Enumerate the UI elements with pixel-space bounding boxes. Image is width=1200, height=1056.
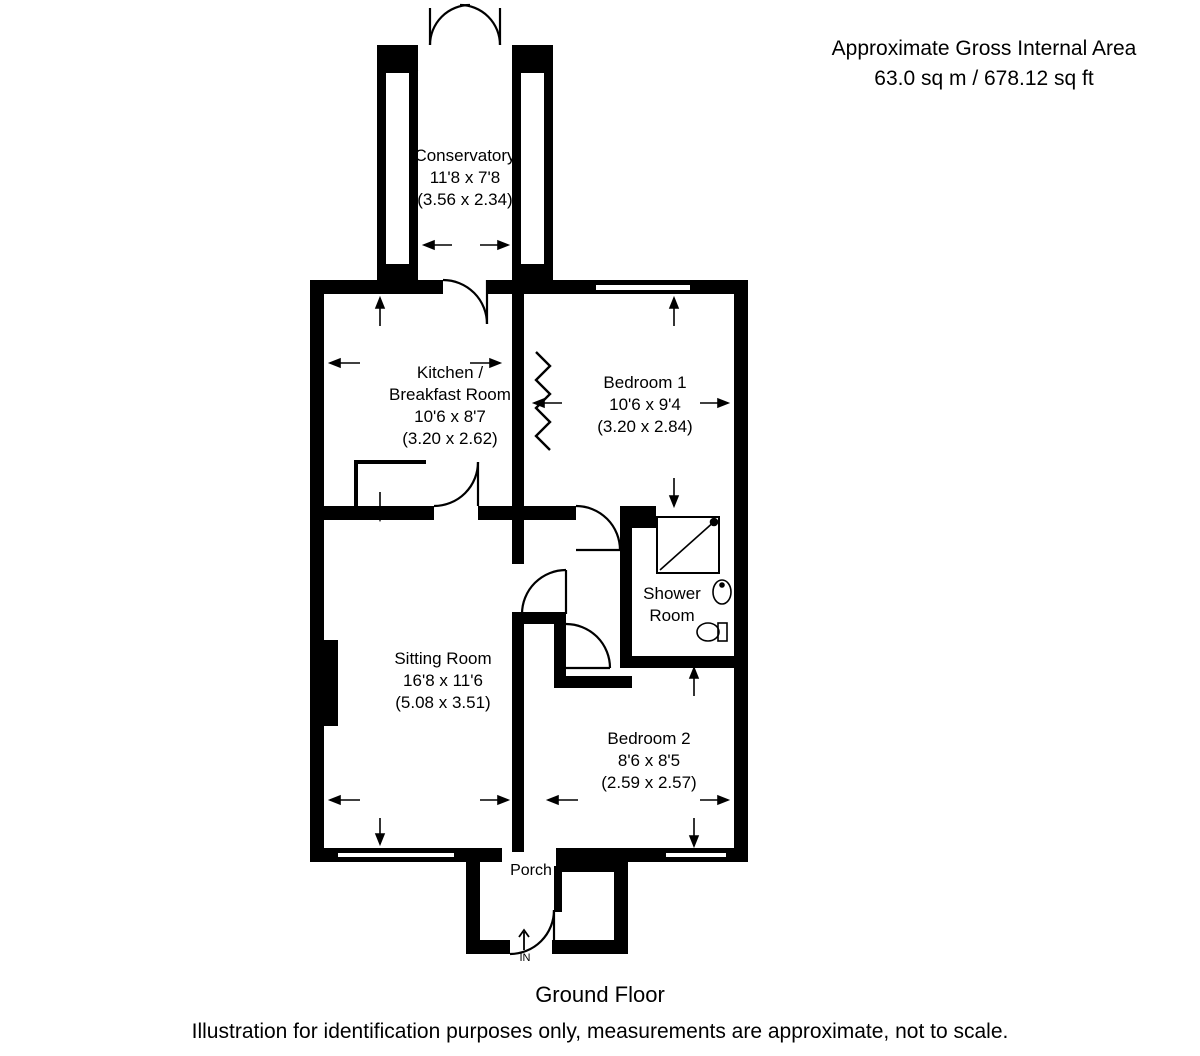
kitchen-stub-vertical — [354, 460, 358, 508]
shower-tray-diagonal — [660, 520, 716, 570]
area-title: Approximate Gross Internal Area — [831, 37, 1137, 60]
disclaimer-text: Illustration for identification purposes only, measurements are approximate, not to scale. — [191, 1020, 1009, 1043]
wall-bottom-window-bed2-sill — [663, 857, 735, 862]
wall-bottom-right-corner — [726, 848, 748, 862]
kitchen-name-line2: Breakfast Room — [389, 385, 511, 405]
bedroom-2-label — [554, 728, 744, 794]
shower-room-door-swing — [566, 624, 610, 668]
kitchen-name-line1: Kitchen / — [416, 363, 484, 382]
floor-title: Ground Floor — [535, 982, 665, 1007]
kitchen-imperial: 10'6 x 8'7 — [414, 407, 486, 427]
conservatory-corner-bottom-right — [512, 264, 553, 280]
shower-tray-outline-right — [718, 516, 720, 574]
conservatory-door-swing-right — [460, 5, 500, 45]
bedroom-2-name: Bedroom 2 — [607, 729, 691, 748]
shower-drain-icon — [711, 519, 718, 526]
conservatory-imperial: 11'8 x 7'8 — [429, 168, 501, 188]
area-value: 63.0 sq m / 678.12 sq ft — [874, 66, 1094, 90]
porch-wall-right — [614, 858, 628, 954]
sitting-room-metric: (5.08 x 3.51) — [395, 693, 491, 713]
wall-hall-bed2-bottom — [554, 676, 632, 688]
wall-left-exterior-upper — [310, 280, 324, 640]
wall-bed1-bottom — [524, 506, 576, 520]
wall-bottom-window-sitting-sill — [336, 857, 456, 862]
bedroom-2-metric: (2.59 x 2.57) — [601, 773, 697, 793]
shower-tray-outline-top — [656, 516, 720, 518]
porch-door-swing — [510, 910, 554, 954]
shower-room-label — [612, 583, 732, 627]
wall-bottom-window-sitting-frame — [336, 848, 456, 853]
bedroom-1-name: Bedroom 1 — [603, 373, 687, 392]
sitting-room-imperial: 16'8 x 11'6 — [403, 671, 483, 691]
kitchen-metric: (3.20 x 2.62) — [402, 429, 498, 449]
conservatory-metric: (3.56 x 2.34) — [417, 190, 513, 210]
kitchen-stub-horizontal — [354, 460, 426, 464]
conservatory-label — [370, 145, 560, 211]
wall-bottom-window-bed2-frame — [663, 848, 735, 853]
wall-left-exterior-lower — [310, 726, 324, 862]
kitchen-conservatory-door-swing — [443, 280, 487, 324]
entrance-arrow-head — [519, 930, 529, 937]
bedroom-1-label — [550, 372, 740, 438]
bedroom-1-door-swing — [576, 506, 620, 550]
bedroom-1-imperial: 10'6 x 9'4 — [609, 395, 681, 415]
conservatory-corner-bottom-left — [377, 264, 418, 280]
wall-top-left — [310, 280, 443, 294]
entrance-text: IN — [519, 952, 531, 964]
conservatory-corner-top-right — [512, 45, 553, 73]
porch-name: Porch — [510, 862, 552, 879]
shower-room-name-line2: Room — [649, 606, 695, 626]
wall-left-chimney — [310, 640, 338, 726]
conservatory-name: Conservatory — [414, 146, 516, 165]
wall-bottom-left-corner — [310, 848, 338, 862]
sitting-room-label — [348, 648, 538, 714]
entrance-label — [498, 952, 552, 964]
wall-top-window-sill — [589, 290, 697, 294]
conservatory-door-swing-left — [430, 5, 470, 45]
kitchen-label — [335, 362, 565, 450]
sitting-room-door-swing — [522, 570, 566, 614]
wall-top-middle — [487, 280, 596, 294]
conservatory-corner-top-left — [377, 45, 418, 73]
bedroom-1-metric: (3.20 x 2.84) — [597, 417, 693, 437]
bedroom-2-imperial: 8'6 x 8'5 — [617, 751, 681, 771]
wall-internal-kitchen-bottom — [324, 506, 434, 520]
wall-top-window-frame — [589, 280, 697, 285]
shower-tray-outline — [656, 516, 658, 574]
wall-shower-bottom — [620, 656, 736, 668]
porch-label — [478, 861, 584, 881]
sitting-room-name: Sitting Room — [394, 649, 492, 668]
kitchen-door-swing — [434, 462, 478, 506]
shower-room-name-line1: Shower — [643, 584, 701, 603]
shower-tray-outline-bottom — [656, 572, 720, 574]
wall-hall-vertical-left — [512, 514, 524, 564]
